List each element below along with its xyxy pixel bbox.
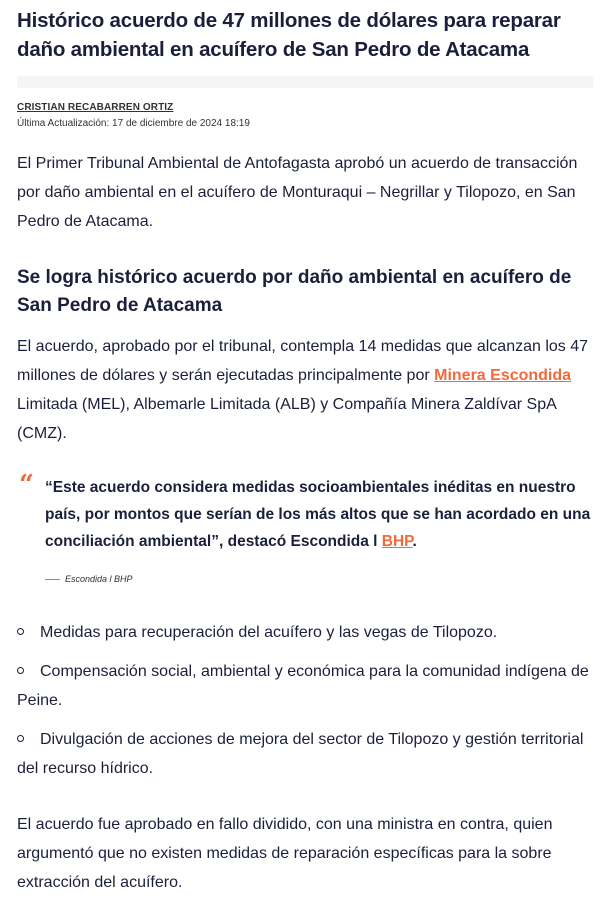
list-item bbox=[17, 725, 593, 783]
text: Limitada (MEL), Albemarle Limitada (ALB) y Compañía Minera Zaldívar SpA (CMZ). bbox=[17, 396, 556, 442]
attribution-text: Escondida l BHP bbox=[65, 574, 133, 584]
text: . bbox=[412, 533, 417, 550]
measures-list bbox=[17, 618, 593, 783]
lead-paragraph: El Primer Tribunal Ambiental de Antofagasta aprobó un acuerdo de transacción por daño ambiental en el acuífero de Monturaqui – Negrillar y Tilopozo, en San Pedro de Atacama. bbox=[17, 155, 578, 230]
minera-escondida-link[interactable]: Minera Escondida bbox=[434, 367, 572, 384]
list-item-text: Compensación social, ambiental y económica para la comunidad indígena de Peine. bbox=[17, 663, 589, 709]
bullet-icon bbox=[17, 735, 24, 742]
quote-text bbox=[45, 474, 593, 555]
list-item-text: Medidas para recuperación del acuífero y las vegas de Tilopozo. bbox=[40, 624, 498, 641]
paragraph bbox=[17, 332, 593, 448]
article-title: Histórico acuerdo de 47 millones de dólares para reparar daño ambiental en acuífero de San Pedro de Atacama bbox=[17, 9, 561, 61]
text: “Este acuerdo considera medidas socioambientales inéditas en nuestro país, por montos que serían de los más altos que se han acordado en una conciliación ambiental”, destacó Escondida l bbox=[45, 479, 591, 550]
text: El acuerdo, aprobado por el tribunal, contempla 14 medidas que alcanzan los 47 millones de dólares y serán ejecutadas principalmente por bbox=[17, 338, 589, 384]
bhp-link[interactable]: BHP bbox=[381, 533, 413, 550]
list-item bbox=[17, 618, 593, 647]
bullet-icon bbox=[17, 628, 24, 635]
list-item-text: Divulgación de acciones de mejora del sector de Tilopozo y gestión territorial del recurso hídrico. bbox=[17, 731, 584, 777]
update-date: Última Actualización: 17 de diciembre de 2024 18:19 bbox=[17, 118, 250, 129]
article bbox=[0, 6, 610, 897]
quote-attribution bbox=[45, 574, 593, 584]
bullet-icon bbox=[17, 667, 24, 674]
blockquote bbox=[17, 470, 593, 584]
subheading: Se logra histórico acuerdo por daño ambiental en acuífero de San Pedro de Atacama bbox=[17, 267, 572, 316]
divider-bar bbox=[17, 76, 593, 88]
dash-icon bbox=[45, 579, 60, 580]
quote-icon: “ bbox=[19, 470, 34, 500]
list-item bbox=[17, 657, 593, 715]
author-link[interactable]: CRISTIAN RECABARREN ORTIZ bbox=[17, 102, 174, 113]
closing-paragraph: El acuerdo fue aprobado en fallo dividido, con una ministra en contra, quien argumentó que no existen medidas de reparación específicas para la sobre extracción del acuífero. bbox=[17, 816, 553, 891]
